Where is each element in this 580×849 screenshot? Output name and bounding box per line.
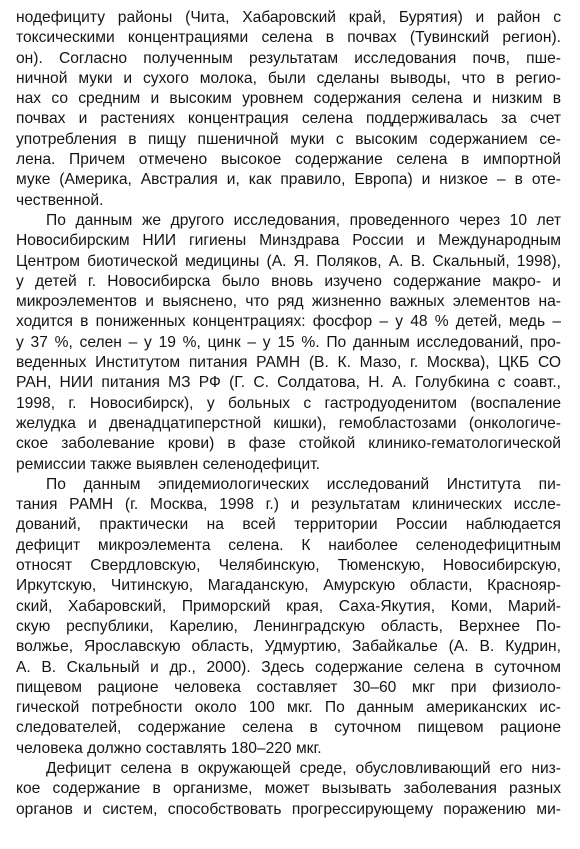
text-line: А. В. Скальный и др., 2000). Здесь содержание селена в суточном — [16, 658, 561, 676]
text-line: чественной. — [16, 191, 104, 209]
text-line: По данным эпидемиологических исследований Института пи- — [46, 475, 561, 493]
text-line: Иркутскую, Читинскую, Магаданскую, Амурскую области, Краснояр- — [16, 577, 561, 595]
text-line: следователей, содержание селена в суточном пищевом рационе — [16, 719, 561, 737]
text-line: дований, практически на всей территории России наблюдается — [16, 516, 561, 534]
text-line: Центром биотической медицины (А. Я. Поляков, А. В. Скальный, 1998), — [16, 252, 561, 270]
text-line: муке (Америка, Австралия и, как правило, Европа) и низкое – в оте- — [16, 171, 561, 189]
text-line: кое содержание в организме, может вызывать заболевания разных — [16, 780, 561, 798]
text-line: лена. Причем отмечено высокое содержание селена в импортной — [16, 151, 561, 169]
text-line: скую республики, Карелию, Ленинградскую область, Верхнее По- — [16, 617, 561, 635]
paragraph — [16, 759, 561, 820]
text-line: тания РАМН (г. Москва, 1998 г.) и результатам клинических иссле- — [16, 496, 561, 514]
text-line: употребления в пищу пшеничной муки с высоким содержанием се- — [16, 130, 561, 148]
document-page — [16, 8, 561, 843]
text-line: ремиссии также выявлен селенодефицит. — [16, 455, 320, 473]
paragraph — [16, 211, 561, 475]
text-line: По данным же другого исследования, проведенного через 10 лет — [46, 211, 561, 229]
text-line: у детей г. Новосибирска было вновь изучено содержание макро- и — [16, 272, 561, 290]
text-line: нодефициту районы (Чита, Хабаровский край, Бурятия) и район с — [16, 9, 561, 26]
text-line: Дефицит селена в окружающей среде, обусловливающий его низ- — [46, 759, 561, 777]
text-line: РАН, НИИ питания МЗ РФ (Г. С. Солдатова, Н. А. Голубкина с соавт., — [16, 374, 561, 392]
text-line: ходится в пониженных концентрациях: фосфор – у 48 % детей, медь – — [16, 313, 561, 331]
text-line: веденных Институтом питания РАМН (В. К. Мазо, г. Москва), ЦКБ СО — [16, 354, 561, 372]
text-line: ский, Хабаровский, Приморский края, Саха-Якутия, Коми, Марий- — [16, 597, 561, 615]
text-line: 1998, г. Новосибирск), у больных с гастродуоденитом (воспаление — [16, 394, 561, 412]
text-line: относят Свердловскую, Челябинскую, Тюменскую, Новосибирскую, — [16, 557, 561, 575]
text-line: желудка и двенадцатиперстной кишки), гемобластозами (онкологиче- — [16, 414, 561, 432]
text-line: дефицит микроэлемента селена. К наиболее селенодефицитным — [16, 536, 561, 554]
text-line: гической потребности около 100 мкг. По данным американских ис- — [16, 699, 561, 717]
text-line: пищевом рационе человека составляет 30–60 мкг при физиоло- — [16, 678, 561, 696]
text-line: он). Согласно полученным результатам исследования почв, пше- — [16, 49, 561, 67]
text-line: микроэлементов и выяснено, что ряд жизненно важных элементов на- — [16, 293, 561, 311]
text-line: органов и систем, способствовать прогрессирующему поражению ми- — [16, 800, 561, 818]
text-line: токсическими концентрациями селена в почвах (Тувинский регион). — [16, 29, 561, 47]
text-line: почвах и растениях концентрация селена поддерживалась за счет — [16, 110, 561, 128]
text-line: ничной муки и сухого молока, были сделаны выводы, что в регио- — [16, 69, 561, 87]
text-line: Новосибирским НИИ гигиены Минздрава России и Международным — [16, 232, 561, 250]
text-line: волжье, Ярославскую область, Удмуртию, Забайкалье (А. В. Кудрин, — [16, 638, 561, 656]
text-line: у 37 %, селен – у 19 %, цинк – у 15 %. По данным исследований, про- — [16, 333, 561, 351]
text-line: нах со средним и высоким уровнем содержания селена и низким в — [16, 90, 561, 108]
document-body — [16, 8, 561, 820]
paragraph — [16, 8, 561, 211]
text-line: ское заболевание крови) в фазе стойкой клинико-гематологической — [16, 435, 561, 453]
text-line: человека должно составлять 180–220 мкг. — [16, 739, 322, 757]
paragraph — [16, 475, 561, 759]
